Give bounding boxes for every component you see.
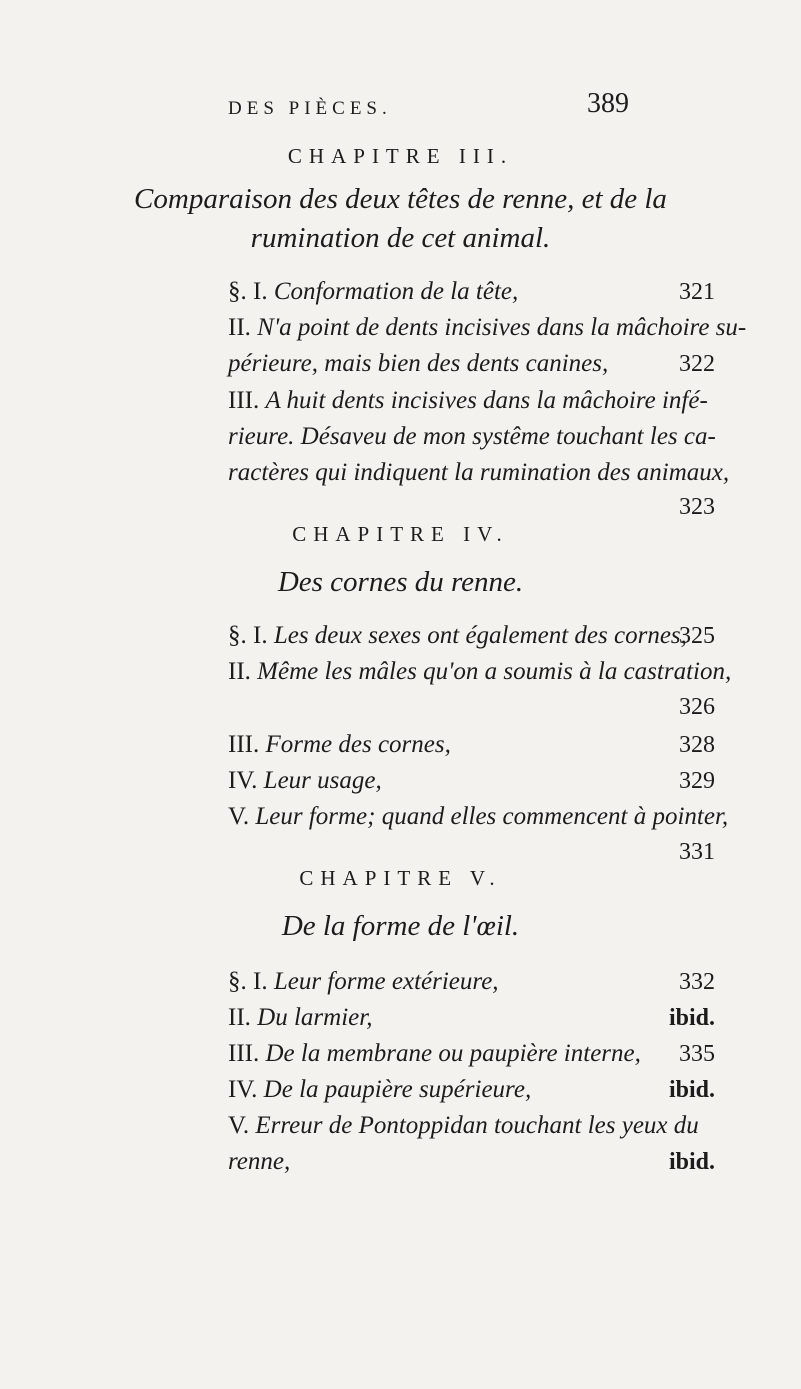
toc-entry (228, 1040, 716, 1068)
toc-entry (228, 767, 716, 795)
toc-entry (228, 1112, 716, 1140)
toc-entry (228, 1004, 716, 1032)
entry-page: 325 (679, 623, 715, 649)
entry-page: ibid. (668, 1149, 715, 1175)
entry-text: rieure. Désaveu de mon systême touchant les ca- (228, 423, 716, 450)
entry-text: Leur usage, (263, 767, 382, 794)
entry-page: 326 (679, 694, 715, 720)
toc-entry (228, 1148, 716, 1176)
chapter-title: De la forme de l'œil. (281, 910, 520, 942)
toc-entry (228, 1076, 716, 1104)
entry-number: V. (228, 803, 250, 830)
entry-text: Les deux sexes ont également des cornes, (273, 622, 687, 649)
entry-number: V. (228, 1112, 250, 1139)
entry-number: IV. (228, 767, 258, 794)
chapter-heading: CHAPITRE III. (287, 144, 514, 168)
entry-number: §. I. (228, 278, 268, 305)
toc-entry (228, 459, 730, 487)
entry-number: IV. (228, 1076, 258, 1103)
entry-text: A huit dents incisives dans la mâchoire infé- (265, 387, 708, 414)
entry-text: Leur forme; quand elles commencent à pointer, (255, 803, 729, 830)
toc-entry (228, 423, 716, 451)
entry-page: 332 (679, 969, 715, 995)
entry-number: §. I. (228, 622, 268, 649)
entry-text: renne, (228, 1148, 291, 1175)
toc-entry (228, 658, 732, 686)
entry-text: De la paupière supérieure, (263, 1076, 532, 1103)
toc-entry (228, 314, 747, 342)
running-head-title: DES PIÈCES. (228, 98, 392, 119)
entry-number: II. (228, 314, 251, 341)
toc-entry (228, 387, 716, 415)
toc-entry (228, 622, 716, 650)
chapter-title-cont: rumination de cet animal. (250, 222, 551, 254)
entry-text: Du larmier, (257, 1004, 373, 1031)
entry-number: II. (228, 1004, 251, 1031)
entry-text: Conformation de la tête, (273, 278, 519, 305)
toc-entry (228, 803, 729, 831)
entry-number: III. (228, 731, 260, 758)
entry-page: 322 (679, 351, 715, 377)
entry-page: 335 (679, 1041, 715, 1067)
entry-text: Même les mâles qu'on a soumis à la castration, (257, 658, 732, 685)
running-head (0, 88, 801, 128)
entry-page: 323 (679, 494, 715, 520)
entry-text: ractères qui indiquent la rumination des animaux, (228, 459, 730, 486)
entry-text: Erreur de Pontoppidan touchant les yeux du (255, 1112, 699, 1139)
entry-text: De la membrane ou paupière interne, (265, 1040, 641, 1067)
chapter-heading: CHAPITRE IV. (292, 522, 509, 546)
entry-page: 328 (679, 732, 715, 758)
toc-entry (228, 968, 716, 996)
entry-number: III. (228, 387, 260, 414)
entry-page: ibid. (668, 1077, 715, 1103)
chapter-heading: CHAPITRE V. (299, 866, 502, 890)
entry-text: Forme des cornes, (265, 731, 451, 758)
toc-entry (228, 350, 716, 378)
entry-text: périeure, mais bien des dents canines, (228, 350, 609, 377)
entry-text: N'a point de dents incisives dans la mâchoire su- (257, 314, 747, 341)
chapter-title: Des cornes du renne. (277, 566, 524, 598)
page-number: 389 (587, 88, 629, 119)
entry-number: III. (228, 1040, 260, 1067)
entry-page: 331 (679, 839, 715, 865)
entry-text: Leur forme extérieure, (273, 968, 499, 995)
entry-page: 321 (679, 279, 715, 305)
toc-entry (228, 278, 716, 306)
entry-number: §. I. (228, 968, 268, 995)
entry-page: ibid. (668, 1005, 715, 1031)
toc-entry (228, 731, 716, 759)
entry-number: II. (228, 658, 251, 685)
chapter-title: Comparaison des deux têtes de renne, et de la (134, 183, 667, 215)
entry-page: 329 (679, 768, 715, 794)
